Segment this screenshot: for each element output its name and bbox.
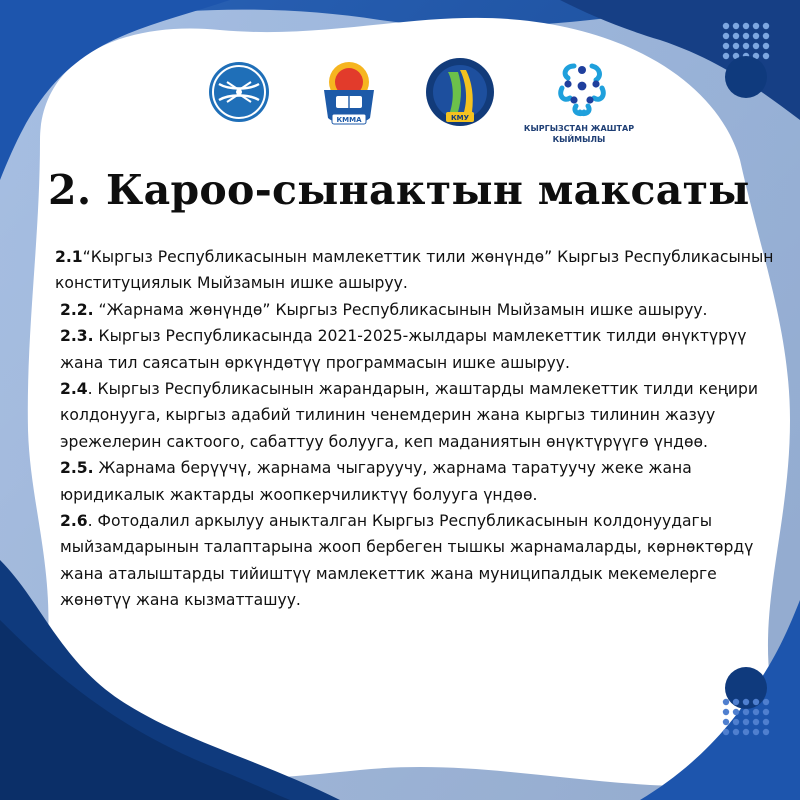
kmu-logo-text: КМУ bbox=[450, 114, 470, 122]
goal-item-2-1 bbox=[55, 244, 775, 297]
goal-item-2-6 bbox=[55, 508, 775, 614]
goal-item-2-3 bbox=[55, 323, 775, 376]
goal-number: 2.2. bbox=[60, 300, 94, 319]
goal-number: 2.1 bbox=[55, 248, 83, 266]
caption-line-1: КЫРГЫЗСТАН ЖАШТАР bbox=[523, 124, 635, 133]
goal-number: 2.5. bbox=[60, 459, 94, 478]
kmma-emblem-logo bbox=[318, 56, 380, 130]
goal-number: 2.4 bbox=[60, 380, 88, 399]
logos-row bbox=[0, 52, 800, 152]
goal-item-2-2 bbox=[55, 297, 775, 323]
goal-text: Жарнама берүүчү, жарнама чыгаруучу, жарнама таратуучу жеке жана юридикалык жактарды жоопкерчиликтүү болууга үндөө. bbox=[60, 459, 692, 504]
goal-item-2-5 bbox=[55, 455, 775, 508]
goal-text: “Жарнама жөнүндө” Кыргыз Республикасынын Мыйзамын ишке ашыруу. bbox=[93, 300, 708, 319]
round-blue-emblem-logo bbox=[207, 60, 271, 124]
kmu-emblem-logo bbox=[424, 54, 496, 130]
goal-text: . Кыргыз Республикасынын жарандарын, жаштарды мамлекеттик тилди кеңири колдонууга, кыргыз адабий тилинин ченемдерин жана кыргыз тилинин жазуу эрежелерин сактоого, сабаттуу болууга, кеп маданиятын өнүктүрүүгө үндөө. bbox=[60, 380, 759, 451]
kmma-logo-text: КММА bbox=[336, 116, 362, 124]
goal-text: “Кыргыз Республикасынын мамлекеттик тили жөнүндө” Кыргыз Республикасынын конституциялык Мыйзамын ишке ашыруу. bbox=[55, 248, 774, 293]
youth-movement-caption bbox=[505, 123, 653, 145]
goal-number: 2.3. bbox=[60, 327, 94, 346]
goal-text: Кыргыз Республикасында 2021-2025-жылдары мамлекеттик тилди өнүктүрүү жана тил саясатын өркүндөтүү программасын ишке ашыруу. bbox=[60, 327, 747, 372]
goals-list bbox=[55, 244, 775, 614]
goal-text: . Фотодалил аркылуу аныкталган Кыргыз Республикасынын колдонуудагы мыйзамдарынын талаптарына жооп бербеген тышкы жарнамаларды, көрнөктөрдү жана аталыштарды тийиштүү мамлекеттик жана муниципалдык мекемелерге жөнөтүү жана кызматташуу. bbox=[60, 512, 754, 610]
goal-item-2-4 bbox=[55, 376, 775, 455]
bottom-right-dot-grid bbox=[722, 698, 770, 738]
page-title: 2. Кароо-сынактын максаты bbox=[48, 166, 750, 214]
caption-line-2: КЫЙМЫЛЫ bbox=[552, 135, 606, 144]
youth-movement-emblem-logo bbox=[552, 56, 612, 118]
goal-number: 2.6 bbox=[60, 512, 88, 531]
